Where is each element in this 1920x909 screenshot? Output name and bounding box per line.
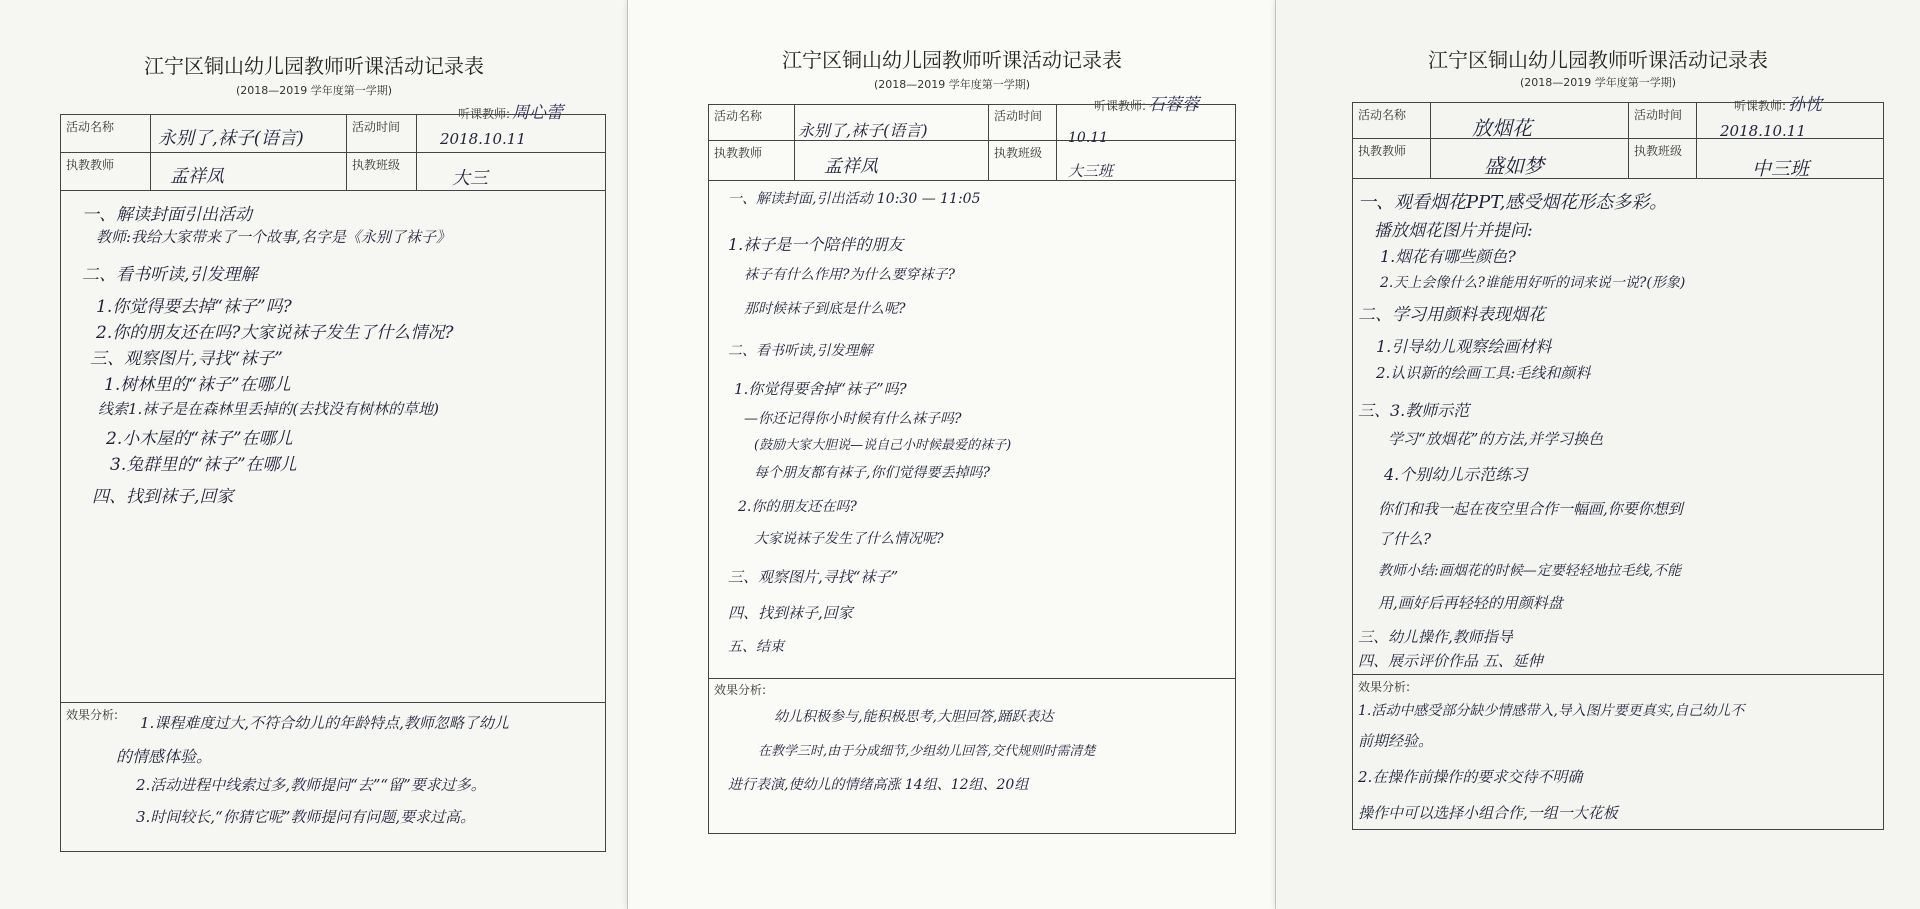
observer-signature: 周心蕾 (512, 103, 564, 123)
effect-line: 操作中可以选择小组合作,一组一大花板 (1358, 804, 1618, 822)
body-line: 袜子有什么作用?为什么要穿袜子? (744, 267, 956, 283)
label-activity-time: 活动时间 (994, 109, 1043, 123)
value-teacher: 孟祥凤 (824, 156, 878, 177)
body-line: 四、展示评价作品 五、延伸 (1358, 652, 1543, 670)
body-line: 二、看书听读,引发理解 (728, 343, 873, 359)
observer-label: 听课教师: (458, 107, 511, 121)
body-line: 那时候袜子到底是什么呢? (744, 301, 906, 317)
body-line: 1.袜子是一个陪伴的朋友 (728, 235, 904, 254)
col-divider (794, 104, 795, 180)
effect-line: 幼儿积极参与,能积极思考,大胆回答,踊跃表达 (774, 709, 1054, 725)
row-divider (708, 180, 1235, 181)
label-activity-name: 活动名称 (66, 120, 115, 134)
sheet-title: 江宁区铜山幼儿园教师听课活动记录表 (1428, 48, 1768, 72)
body-line: 四、找到袜子,回家 (728, 604, 853, 622)
value-activity-time: 10.11 (1068, 130, 1109, 146)
body-line: 学习“放烟花”的方法,并学习换色 (1388, 430, 1604, 448)
body-line: 二、看书听读,引发理解 (82, 265, 258, 285)
col-divider (1056, 104, 1057, 180)
sheet-title: 江宁区铜山幼儿园教师听课活动记录表 (144, 54, 484, 78)
observer-label: 听课教师: (1734, 99, 1787, 113)
body-line: 一、观看烟花PPT,感受烟花形态多彩。 (1358, 192, 1668, 213)
body-line: 2.认识新的绘画工具:毛线和颜料 (1376, 364, 1591, 382)
body-line: 教师:我给大家带来了一个故事,名字是《永别了袜子》 (96, 228, 451, 246)
label-class: 执教班级 (994, 146, 1043, 160)
body-line: 三、观察图片,寻找“袜子” (728, 568, 899, 586)
col-divider (1696, 102, 1697, 178)
body-line: 播放烟花图片并提问: (1374, 221, 1533, 241)
effect-line: 在教学三时,由于分成细节,少组幼儿回答,交代规则时需清楚 (758, 744, 1096, 759)
label-activity-time: 活动时间 (1634, 108, 1683, 122)
body-line: 一、解读封面,引出活动 10:30 — 11:05 (728, 191, 981, 207)
body-line: 教师小结:画烟花的时候—定要轻轻地拉毛线,不能 (1378, 563, 1682, 579)
body-line: 4.个别幼儿示范练习 (1384, 465, 1528, 484)
body-line: 1.树林里的“袜子”在哪儿 (104, 375, 291, 395)
value-activity-name: 永别了,袜子(语言) (798, 121, 928, 140)
body-line: 大家说袜子发生了什么情况呢? (754, 531, 944, 547)
row-divider (708, 140, 1235, 141)
row-divider (60, 152, 605, 153)
label-class: 执教班级 (1634, 144, 1683, 158)
col-divider (346, 114, 347, 190)
body-line: 一、解读封面引出活动 (82, 205, 252, 225)
col-divider (1430, 102, 1431, 178)
value-class: 中三班 (1752, 158, 1810, 180)
col-divider (988, 104, 989, 180)
body-line: 了什么? (1378, 530, 1432, 548)
body-line: 三、幼儿操作,教师指导 (1358, 628, 1513, 646)
value-activity-name: 放烟花 (1472, 116, 1532, 140)
body-line: (鼓励大家大胆说—说自己小时候最爱的袜子) (754, 438, 1012, 453)
record-sheet-1 (0, 0, 628, 909)
value-teacher: 盛如梦 (1484, 154, 1544, 178)
effect-divider (1352, 674, 1883, 675)
body-line: 2.你的朋友还在吗? (738, 499, 857, 515)
sheet-subtitle: (2018—2019 学年度第一学期) (235, 84, 393, 97)
sheet-title: 江宁区铜山幼儿园教师听课活动记录表 (782, 48, 1122, 72)
body-line: 2.你的朋友还在吗?大家说袜子发生了什么情况? (96, 323, 454, 343)
body-line: 3.兔群里的“袜子”在哪儿 (110, 455, 297, 475)
body-line: 二、学习用颜料表现烟花 (1358, 305, 1545, 325)
label-activity-name: 活动名称 (1358, 108, 1407, 122)
value-teacher: 孟祥凤 (170, 166, 224, 187)
label-effect: 效果分析: (66, 708, 119, 722)
effect-line: 的情感体验。 (116, 747, 213, 766)
effect-line: 前期经验。 (1358, 732, 1434, 750)
effect-divider (708, 678, 1235, 679)
value-class: 大三班 (1068, 162, 1114, 180)
value-activity-time: 2018.10.11 (440, 130, 526, 148)
observer-signature: 石蓉蓉 (1148, 95, 1200, 115)
label-activity-name: 活动名称 (714, 109, 763, 123)
body-line: 1.你觉得要去掉“袜子”吗? (96, 297, 292, 317)
sheet-subtitle: (2018—2019 学年度第一学期) (1519, 76, 1677, 89)
body-line: 1.引导幼儿观察绘画材料 (1376, 337, 1552, 356)
col-divider (150, 114, 151, 190)
body-line: 你们和我一起在夜空里合作一幅画,你要你想到 (1378, 500, 1683, 518)
record-sheet-3 (1276, 0, 1920, 909)
body-line: 三、3.教师示范 (1358, 401, 1470, 420)
value-class: 大三 (452, 168, 488, 189)
effect-line: 2.在操作前操作的要求交待不明确 (1358, 768, 1583, 786)
effect-line: 1.课程难度过大,不符合幼儿的年龄特点,教师忽略了幼儿 (140, 714, 509, 732)
effect-line: 3.时间较长,“你猜它呢”教师提问有问题,要求过高。 (136, 808, 476, 826)
label-teacher: 执教教师 (66, 158, 115, 172)
sheet-subtitle: (2018—2019 学年度第一学期) (873, 78, 1031, 91)
body-line: 2.天上会像什么?谁能用好听的词来说一说?(形象) (1380, 275, 1686, 291)
label-teacher: 执教教师 (1358, 144, 1407, 158)
label-teacher: 执教教师 (714, 146, 763, 160)
body-line: 2.小木屋的“袜子”在哪儿 (106, 429, 293, 449)
row-divider (60, 190, 605, 191)
value-activity-name: 永别了,袜子(语言) (158, 128, 304, 149)
label-activity-time: 活动时间 (352, 120, 401, 134)
body-line: 1.烟花有哪些颜色? (1380, 247, 1516, 266)
label-effect: 效果分析: (1358, 680, 1411, 694)
body-line: 用,画好后再轻轻的用颜料盘 (1378, 594, 1563, 612)
body-line: 五、结束 (728, 639, 784, 655)
record-sheet-2 (628, 0, 1276, 909)
value-activity-time: 2018.10.11 (1720, 122, 1806, 140)
body-line: 每个朋友都有袜子,你们觉得要丢掉吗? (754, 465, 990, 481)
effect-line: 进行表演,使幼儿的情绪高涨 14组、12组、20组 (728, 777, 1029, 793)
effect-line: 2.活动进程中线索过多,教师提问“去”“留”要求过多。 (136, 776, 486, 794)
body-line: 三、观察图片,寻找“袜子” (90, 349, 283, 369)
body-line: 1.你觉得要舍掉“袜子”吗? (734, 380, 907, 398)
observer-label: 听课教师: (1094, 99, 1147, 113)
col-divider (416, 114, 417, 190)
observer-signature: 孙忱 (1788, 95, 1823, 115)
col-divider (1628, 102, 1629, 178)
effect-divider (60, 702, 605, 703)
body-line: —你还记得你小时候有什么袜子吗? (744, 411, 962, 427)
body-line: 线索1.袜子是在森林里丢掉的(去找没有树林的草地) (98, 400, 440, 418)
body-line: 四、找到袜子,回家 (92, 487, 234, 507)
label-effect: 效果分析: (714, 683, 767, 697)
label-class: 执教班级 (352, 158, 401, 172)
effect-line: 1.活动中感受部分缺少情感带入,导入图片要更真实,自己幼儿不 (1358, 703, 1745, 719)
